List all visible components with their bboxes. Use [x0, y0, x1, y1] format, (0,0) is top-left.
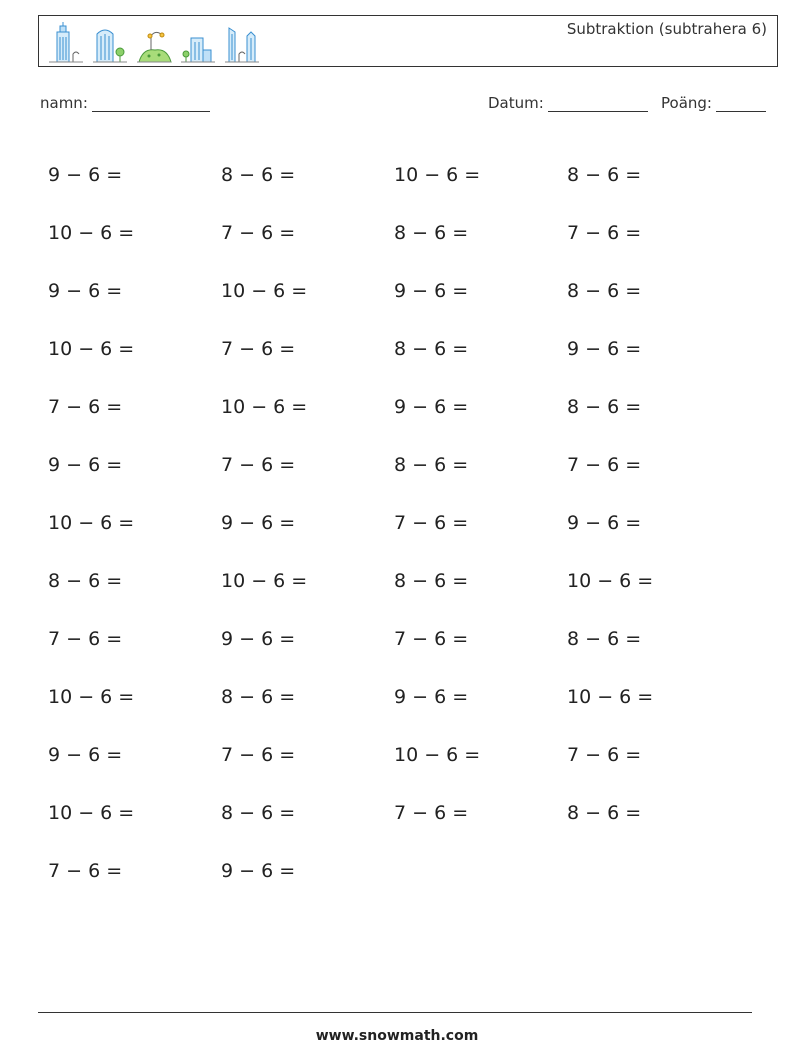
problem-item: 7 − 6 = [221, 744, 296, 766]
date-label: Datum: [488, 94, 544, 112]
problem-item: 8 − 6 = [221, 164, 296, 186]
problem-row [48, 842, 748, 900]
problem-item: 9 − 6 = [394, 396, 469, 418]
problem-row [48, 320, 748, 378]
problem-row [48, 204, 748, 262]
problem-row [48, 668, 748, 726]
header-icons [47, 22, 261, 64]
skyscrapers-icon [223, 22, 261, 64]
date-field[interactable] [488, 94, 648, 112]
name-field[interactable] [40, 94, 210, 112]
problem-grid [48, 146, 748, 900]
problem-item: 7 − 6 = [221, 454, 296, 476]
date-blank[interactable] [548, 94, 648, 112]
problem-item: 8 − 6 = [394, 222, 469, 244]
problem-item: 8 − 6 = [567, 396, 642, 418]
problem-item: 7 − 6 = [394, 628, 469, 650]
problem-item: 8 − 6 = [567, 280, 642, 302]
footer-divider [38, 1012, 752, 1013]
problem-item: 9 − 6 = [394, 280, 469, 302]
problem-item: 10 − 6 = [48, 222, 135, 244]
problem-item: 10 − 6 = [221, 570, 308, 592]
problem-item: 8 − 6 = [221, 686, 296, 708]
city-block-icon [179, 22, 217, 64]
header-box [38, 15, 778, 67]
problem-row [48, 494, 748, 552]
problem-item: 10 − 6 = [567, 686, 654, 708]
problem-item: 8 − 6 = [394, 570, 469, 592]
problem-item: 7 − 6 = [221, 338, 296, 360]
problem-item: 10 − 6 = [567, 570, 654, 592]
problem-item: 10 − 6 = [394, 744, 481, 766]
problem-row [48, 784, 748, 842]
problem-item: 8 − 6 = [221, 802, 296, 824]
problem-item: 7 − 6 = [567, 744, 642, 766]
problem-row [48, 552, 748, 610]
problem-item: 9 − 6 = [567, 338, 642, 360]
problem-item: 9 − 6 = [48, 454, 123, 476]
problem-row [48, 610, 748, 668]
problem-item: 7 − 6 = [394, 512, 469, 534]
problem-item: 8 − 6 = [394, 338, 469, 360]
problem-item: 9 − 6 = [221, 512, 296, 534]
problem-item: 9 − 6 = [394, 686, 469, 708]
office-building-icon [91, 22, 129, 64]
problem-item: 10 − 6 = [48, 802, 135, 824]
problem-item: 7 − 6 = [567, 222, 642, 244]
problem-row [48, 436, 748, 494]
problem-item: 9 − 6 = [221, 628, 296, 650]
footer-site: www.snowmath.com [315, 1028, 479, 1044]
problem-item: 10 − 6 = [48, 686, 135, 708]
problem-item: 7 − 6 = [567, 454, 642, 476]
name-blank[interactable] [92, 94, 210, 112]
score-field[interactable] [661, 94, 766, 112]
problem-item: 7 − 6 = [48, 396, 123, 418]
worksheet-title: Subtraktion (subtrahera 6) [566, 20, 767, 38]
name-label: namn: [40, 94, 88, 112]
problem-item: 8 − 6 = [394, 454, 469, 476]
score-blank[interactable] [716, 94, 766, 112]
problem-item: 7 − 6 = [48, 628, 123, 650]
problem-row [48, 378, 748, 436]
problem-item: 7 − 6 = [221, 222, 296, 244]
problem-item: 9 − 6 = [48, 744, 123, 766]
problem-row [48, 726, 748, 784]
problem-item: 10 − 6 = [394, 164, 481, 186]
park-icon [135, 22, 173, 64]
problem-item: 8 − 6 = [567, 164, 642, 186]
tower-building-icon [47, 22, 85, 64]
problem-item: 9 − 6 = [48, 164, 123, 186]
problem-item: 10 − 6 = [221, 280, 308, 302]
problem-item: 10 − 6 = [48, 512, 135, 534]
problem-row [48, 146, 748, 204]
problem-item: 9 − 6 = [567, 512, 642, 534]
problem-item: 10 − 6 = [221, 396, 308, 418]
problem-item: 7 − 6 = [394, 802, 469, 824]
problem-item: 10 − 6 = [48, 338, 135, 360]
problem-item: 9 − 6 = [48, 280, 123, 302]
score-label: Poäng: [661, 94, 712, 112]
problem-item: 8 − 6 = [48, 570, 123, 592]
problem-item: 8 − 6 = [567, 802, 642, 824]
problem-item: 8 − 6 = [567, 628, 642, 650]
problem-item: 9 − 6 = [221, 860, 296, 882]
problem-item: 7 − 6 = [48, 860, 123, 882]
problem-row [48, 262, 748, 320]
